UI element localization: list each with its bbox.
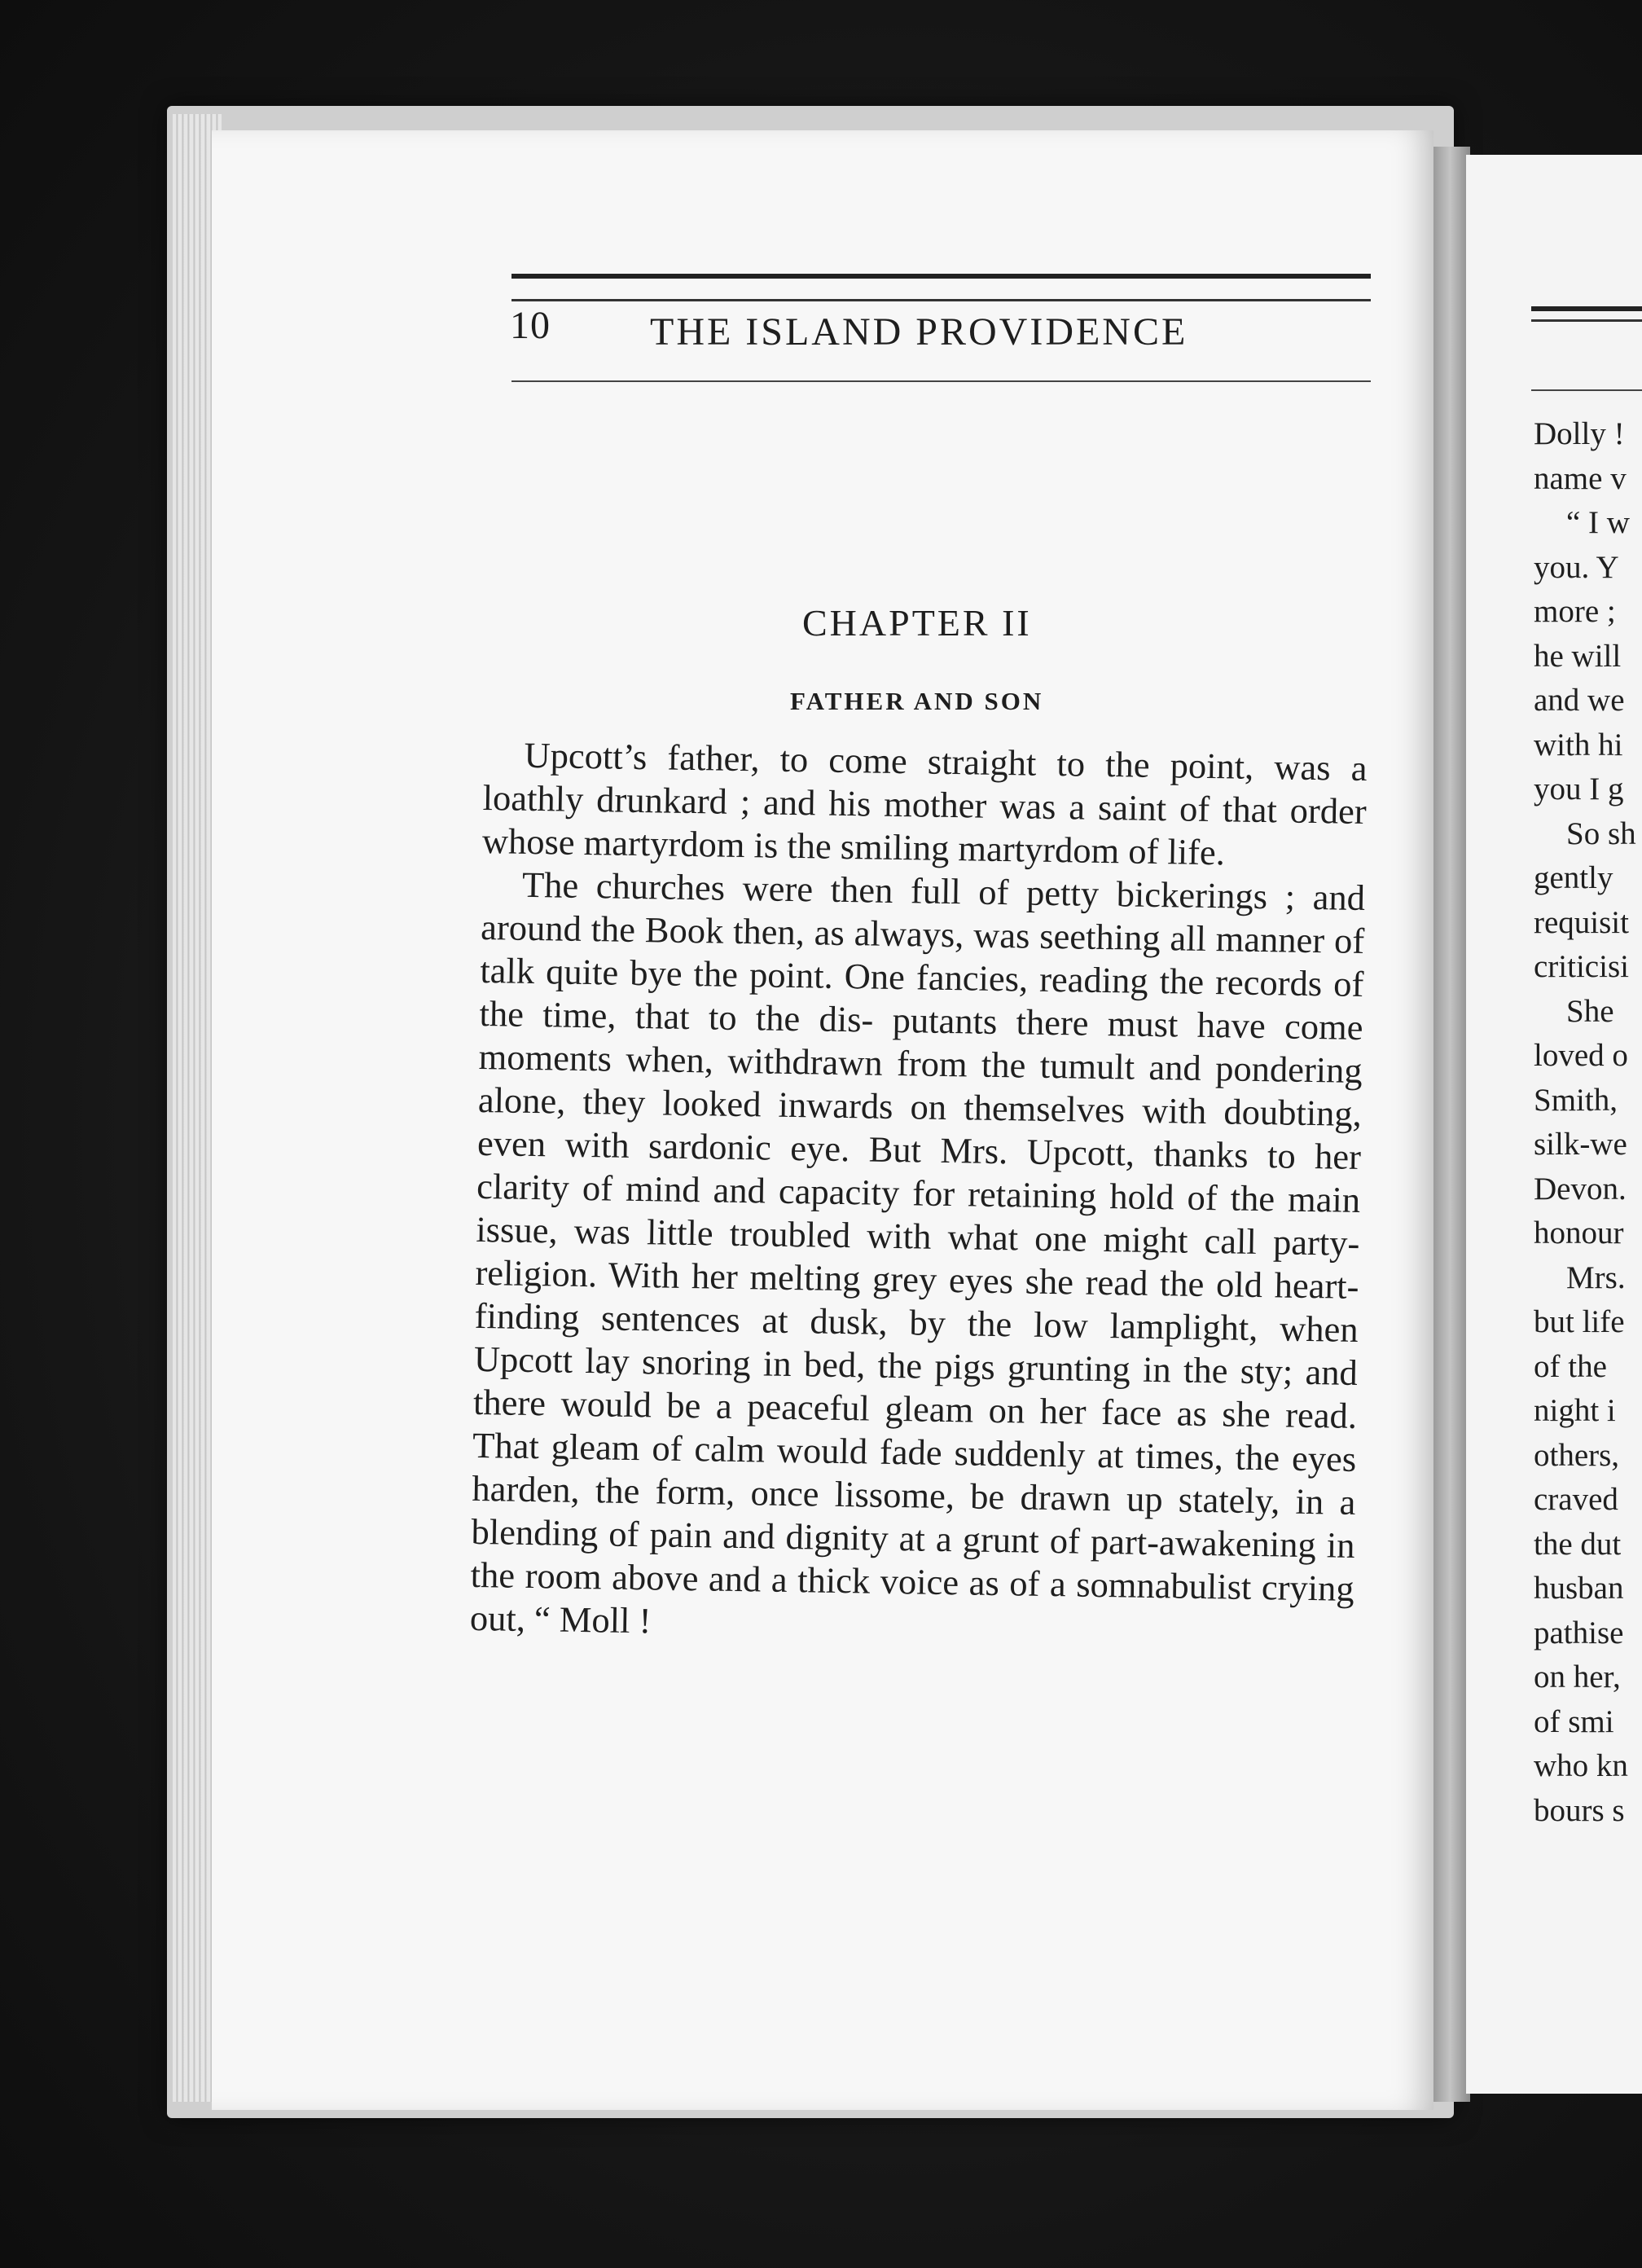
facing-line: Smith, [1534,1082,1618,1118]
facing-line: you I g [1534,771,1624,807]
paragraph: The churches were then full of petty bickerings ; and around the Book then, as always, was seething all manner of talk quite bye the point. One fancies, reading the records of the time, that to the dis- putants there must have come moments when, withdrawn from the tumult and pondering alone, they looked inwards on themselves with doubting, even with sardonic eye. But Mrs. Upcott, thanks to her clarity of mind and capacity for retaining hold of the main issue, was little troubled with what one might call party-religion. With her melting grey eyes she read the old heart-finding sentences at dusk, by the low lamplight, when Upcott lay snoring in bed, the pigs grunting in the sty; and there would be a peaceful gleam on her face as she read. That gleam of calm would fade suddenly at times, the eyes harden, the form, once lissome, be drawn up stately, in a blending of pain and dignity at a grunt of part-awakening in the room above and a thick voice as of a somnabulist crying out, “ Moll ! [469,864,1366,1642]
facing-line: you. Y [1534,549,1619,585]
paragraph: Upcott’s father, to come straight to the point, was a loathly drunkard ; and his mother was a saint of that order whose martyrdom is the smiling martyrdom of life. [481,734,1368,873]
running-title: THE ISLAND PROVIDENCE [650,310,1188,354]
facing-line: who kn [1534,1748,1628,1783]
facing-line: “ I w [1566,505,1630,540]
facing-line: requisit [1534,904,1629,940]
book-gutter [1433,147,1470,2102]
facing-line: with hi [1534,727,1623,763]
facing-line: silk-we [1534,1127,1627,1162]
header-rule-thin [511,299,1371,301]
facing-line: the dut [1534,1526,1622,1562]
facing-line: husban [1534,1571,1624,1606]
facing-line: on her, [1534,1659,1621,1694]
facing-line: of smi [1534,1703,1614,1739]
facing-line: night i [1534,1393,1616,1428]
page-number: 10 [510,304,551,347]
facing-header-rule-thin [1531,319,1642,322]
facing-line: pathise [1534,1615,1624,1650]
chapter-title: CHAPTER II [802,602,1032,644]
facing-line: So sh [1566,815,1636,851]
body-text [470,733,1368,1654]
facing-line: loved o [1534,1038,1628,1073]
header-rule-bottom [511,380,1371,382]
facing-line: and we [1534,683,1625,718]
facing-line: She [1566,993,1614,1029]
header-rule-thick [511,274,1371,279]
facing-header-rule-thick [1531,306,1642,311]
facing-line: gently [1534,860,1613,895]
facing-line: honour [1534,1215,1624,1250]
facing-line: name v [1534,460,1627,496]
facing-line: Mrs. [1566,1259,1626,1295]
facing-page-text [1534,412,1642,1833]
facing-line: others, [1534,1437,1620,1473]
facing-line: more ; [1534,594,1616,629]
facing-line: bours s [1534,1792,1625,1828]
facing-line: Dolly ! [1534,416,1625,451]
facing-line: Devon. [1534,1171,1627,1207]
facing-line: craved [1534,1482,1618,1517]
facing-line: he will [1534,638,1622,674]
facing-line: of the [1534,1348,1607,1384]
facing-line: but life [1534,1304,1625,1339]
facing-line: criticisi [1534,949,1629,984]
facing-header-rule-bottom [1531,389,1642,391]
chapter-subtitle: FATHER AND SON [790,687,1044,715]
